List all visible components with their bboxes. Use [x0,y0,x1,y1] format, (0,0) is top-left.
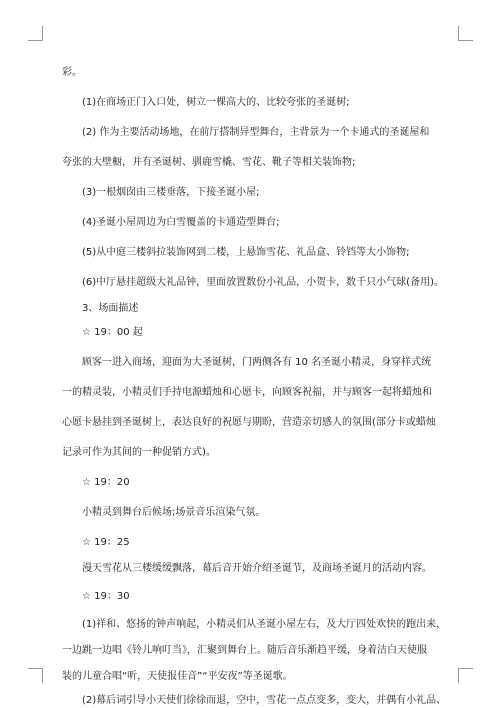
text-line: (1)在商场正门入口处，树立一棵高大的、比较夸张的圣诞树; [82,97,350,108]
crop-mark-top-right [458,26,473,41]
text-line: 记录可作为其间的一种促销方式)。 [62,447,216,458]
text-line: 小精灵到舞台后候场;场景音乐渲染气氛。 [82,507,266,518]
section-heading: 3、场面描述 [82,303,139,314]
text-line: (6)中厅悬挂超级大礼品钟，里面放置数份小礼品，小贺卡，数千只小气球(备用)。 [82,277,444,288]
text-line: 夸张的大壁橱，并有圣诞树、驯鹿雪橇、雪花、靴子等相关装饰物; [62,157,356,168]
text-line: 彩。 [62,67,82,78]
text-line: (5)从中庭三楼斜拉装饰网到二楼，上悬饰雪花、礼品盒、铃铛等大小饰物; [82,247,410,258]
text-line: 顾客一进入商场，迎面为大圣诞树，门两侧各有 10 名圣诞小精灵，身穿样式统 [82,357,432,368]
text-line: (4)圣诞小屋周边为白雪覆盖的卡通造型舞台; [82,217,280,228]
crop-mark-bottom-right [458,668,473,683]
text-line: 一边跳一边唱《铃儿响叮当》，汇聚到舞台上。随后音乐渐趋平缓，身着洁白天使服 [62,645,427,656]
crop-mark-top-left [28,26,43,41]
time-marker: ☆ 19：20 [82,477,130,488]
text-line: 一的精灵装，小精灵们手持电源蜡烛和心愿卡，向顾客祝福，并与顾客一起将蜡烛和 [62,387,432,398]
text-line: 心愿卡悬挂到圣诞树上，表达良好的祝愿与期盼，营造亲切感人的氛围(部分卡或蜡烛 [62,417,436,428]
text-line: (2) 作为主要活动场地，在前厅搭制异型舞台，主背景为一个卡通式的圣诞屋和 [82,127,430,138]
text-line: (3)一根烟囱由三楼垂落，下接圣诞小屋; [82,187,260,198]
time-marker: ☆ 19：30 [82,591,130,602]
text-line: 漫天雪花从三楼缓缓飘落，幕后音开始介绍圣诞节，及商场圣诞月的活动内容。 [82,563,432,574]
text-line: 装的儿童合唱“听，天使报佳音”“平安夜”等圣诞歌。 [62,671,293,682]
time-marker: ☆ 19：00 起 [82,327,143,338]
time-marker: ☆ 19：25 [82,537,130,548]
crop-mark-bottom-left [28,668,43,683]
text-line: (1)祥和、悠扬的钟声响起，小精灵们从圣诞小屋左右，及大厅四处欢快的跑出来， [82,619,447,630]
text-line: (2)幕后词引导小天使们徐徐而退，空中，雪花一点点变多，变大，并偶有小礼品、 [82,695,447,706]
